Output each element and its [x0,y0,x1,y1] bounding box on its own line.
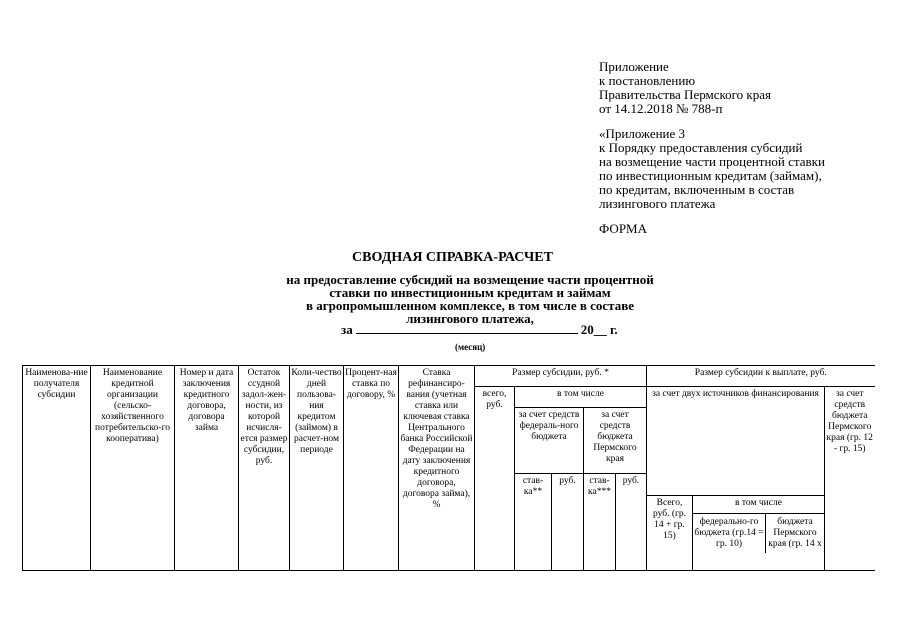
header-contract-number-date: Номер и дата заключения кредитного договора, договора займа [175,366,239,571]
header-federal-budget: федерально-го бюджета (гр.14 = гр. 10) [693,514,766,553]
including-2-label: в том числе [693,496,824,514]
month-blank [356,322,578,334]
header-perm-rub: руб. [616,474,647,571]
month-hint: (месяц) [455,342,486,352]
period-line [341,322,618,338]
appendix-line: к постановлению [599,73,696,88]
appendix-line: Приложение [599,59,669,74]
budget-split [693,514,824,553]
appendix3-reference [599,127,825,211]
period-prefix: за [341,322,353,337]
document-subtitle [200,273,740,325]
header-recipient-name: Наименова-ние получателя субсидии [23,366,91,571]
appendix3-line: «Приложение 3 [599,126,686,141]
header-all-total: Всего, руб. (гр. 14 + гр. 15) [647,496,693,571]
header-refinancing-rate: Ставка рефинансиро-вания (учетная ставка или ключевая ставка Центрального банка Российской Федерации на дату заключения кредитного договора, договора займа), % [399,366,475,571]
header-interest-rate: Процент-ная ставка по договору, % [344,366,399,571]
form-label: ФОРМА [599,221,647,236]
header-perm-rate: став-ка*** [584,474,616,571]
header-perm-budget: бюджета Пермского края (гр. 14 x [768,517,822,549]
subtitle-line: ставки по инвестиционным кредитам и займам [329,285,611,300]
header-perm-budget-column: за счет средств бюджета Пермского края (гр. 12 - гр. 15) [825,387,875,571]
header-perm-funds: за счет средств бюджета Пермского края [584,408,647,474]
header-loan-balance: Остаток ссудной задол-жен-ности, из которой исчисля-ется размер субсидии, руб. [239,366,290,571]
header-federal-rub: руб. [552,474,584,571]
appendix-line: Правительства Пермского края [599,87,771,102]
header-including-2 [693,496,825,571]
appendix3-line: по инвестиционным кредитам (займам), [599,168,822,183]
appendix3-line: лизингового платежа [599,196,716,211]
header-two-sources: за счет двух источников финансирования [647,387,825,496]
header-federal-funds: за счет средств федераль-ного бюджета [515,408,584,474]
subtitle-line: в агропромышленном комплексе, в том числе в составе [306,298,634,313]
appendix3-line: к Порядку предоставления субсидий [599,140,803,155]
appendix-reference [599,60,771,116]
header-federal-rate: став-ка** [515,474,552,571]
header-subsidy-payout: Размер субсидии к выплате, руб. [647,366,875,387]
document-title: СВОДНАЯ СПРАВКА-РАСЧЕТ [352,250,553,265]
calculation-table [22,365,875,571]
header-subsidy-size: Размер субсидии, руб. * [475,366,647,387]
header-credit-organization: Наименование кредитной организации (сельско-хозяйственного потребительско-го кооператива) [91,366,175,571]
header-days-count: Коли-чество дней пользова-ния кредитом (займом) в расчет-ном периоде [290,366,344,571]
appendix3-line: на возмещение части процентной ставки [599,154,825,169]
period-year: 20__ г. [580,322,618,337]
subtitle-line: лизингового платежа, [406,311,534,326]
subtitle-line: на предоставление субсидий на возмещение части процентной [286,272,654,287]
header-total-rub: всего, руб. [475,387,515,571]
header-including: в том числе [515,387,647,408]
appendix-line: от 14.12.2018 № 788-п [599,101,723,116]
appendix3-line: по кредитам, включенным в состав [599,182,795,197]
